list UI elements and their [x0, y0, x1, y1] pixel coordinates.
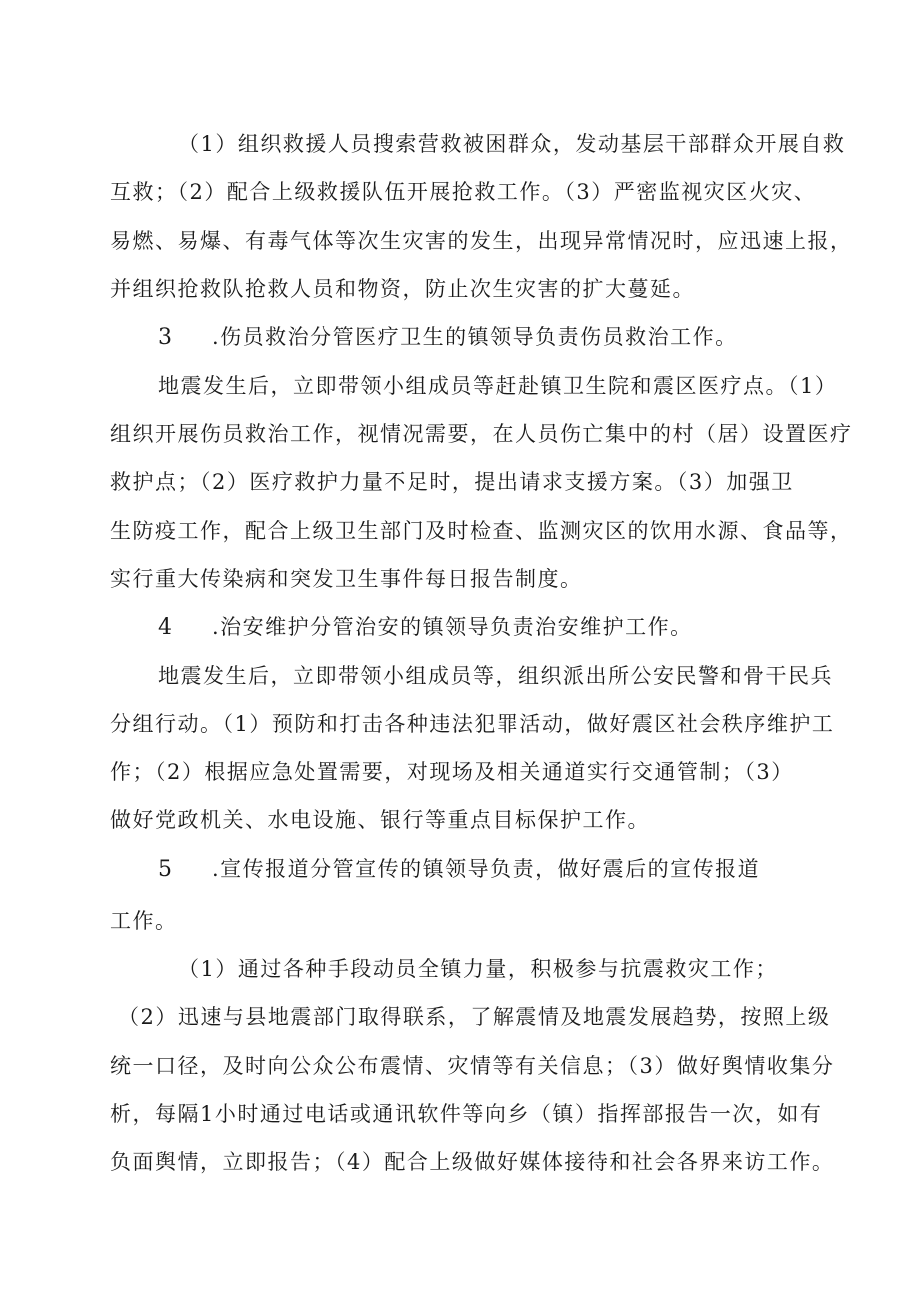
paragraph-line: 救护点；（2）医疗救护力量不足时，提出请求支援方案。（3）加强卫	[110, 470, 794, 494]
section-heading-3	[158, 323, 738, 352]
paragraph-line: 互救；（2）配合上级救援队伍开展抢救工作。（3）严密监视灾区火灾、	[110, 180, 817, 204]
section-heading-5	[158, 855, 760, 884]
paragraph-line: 实行重大传染病和突发卫生事件每日报告制度。	[110, 567, 583, 591]
section-heading-4	[158, 613, 693, 642]
paragraph-line: 易燃、易爆、有毒气体等次生灾害的发生，出现异常情况时，应迅速上报，	[110, 229, 853, 253]
paragraph-line: 统一口径，及时向公众公布震情、灾情等有关信息；（3）做好舆情收集分	[110, 1054, 835, 1078]
paragraph-line: 析，每隔1小时通过电话或通讯软件等向乡（镇）指挥部报告一次，如有	[110, 1102, 823, 1126]
paragraph-line: （1）组织救援人员搜索营救被困群众，发动基层干部群众开展自救	[178, 132, 846, 156]
paragraph-line: 负面舆情，立即报告；（4）配合上级做好媒体接待和社会各界来访工作。	[110, 1150, 835, 1174]
paragraph-line: 生防疫工作，配合上级卫生部门及时检查、监测灾区的饮用水源、食品等，	[110, 519, 853, 543]
section-number: 4	[158, 615, 174, 640]
section-heading-text: .伤员救治分管医疗卫生的镇领导负责伤员救治工作。	[212, 325, 738, 349]
paragraph-line: （2）迅速与县地震部门取得联系，了解震情及地震发展趋势，按照上级	[118, 1005, 831, 1029]
paragraph-line: 作；（2）根据应急处置需要，对现场及相关通道实行交通管制；（3）	[110, 760, 794, 784]
paragraph-line: 分组行动。（1）预防和打击各种违法犯罪活动，做好震区社会秩序维护工	[110, 712, 835, 736]
paragraph-line: 组织开展伤员救治工作，视情况需要，在人员伤亡集中的村（居）设置医疗	[110, 422, 853, 446]
section-heading-text: .宣传报道分管宣传的镇领导负责，做好震后的宣传报道	[212, 857, 761, 881]
section-number: 3	[158, 325, 174, 350]
section-heading-text: .治安维护分管治安的镇领导负责治安维护工作。	[212, 615, 693, 639]
paragraph-line: 地震发生后，立即带领小组成员等赶赴镇卫生院和震区医疗点。（1）	[158, 374, 838, 398]
paragraph-line: 地震发生后，立即带领小组成员等，组织派出所公安民警和骨干民兵	[158, 664, 833, 688]
paragraph-line: （1）通过各种手段动员全镇力量，积极参与抗震救灾工作；	[178, 957, 778, 981]
paragraph-line: 做好党政机关、水电设施、银行等重点目标保护工作。	[110, 808, 650, 832]
section-number: 5	[158, 857, 174, 882]
section-heading-continuation: 工作。	[110, 909, 178, 933]
paragraph-line: 并组织抢救队抢救人员和物资，防止次生灾害的扩大蔓延。	[110, 277, 695, 301]
